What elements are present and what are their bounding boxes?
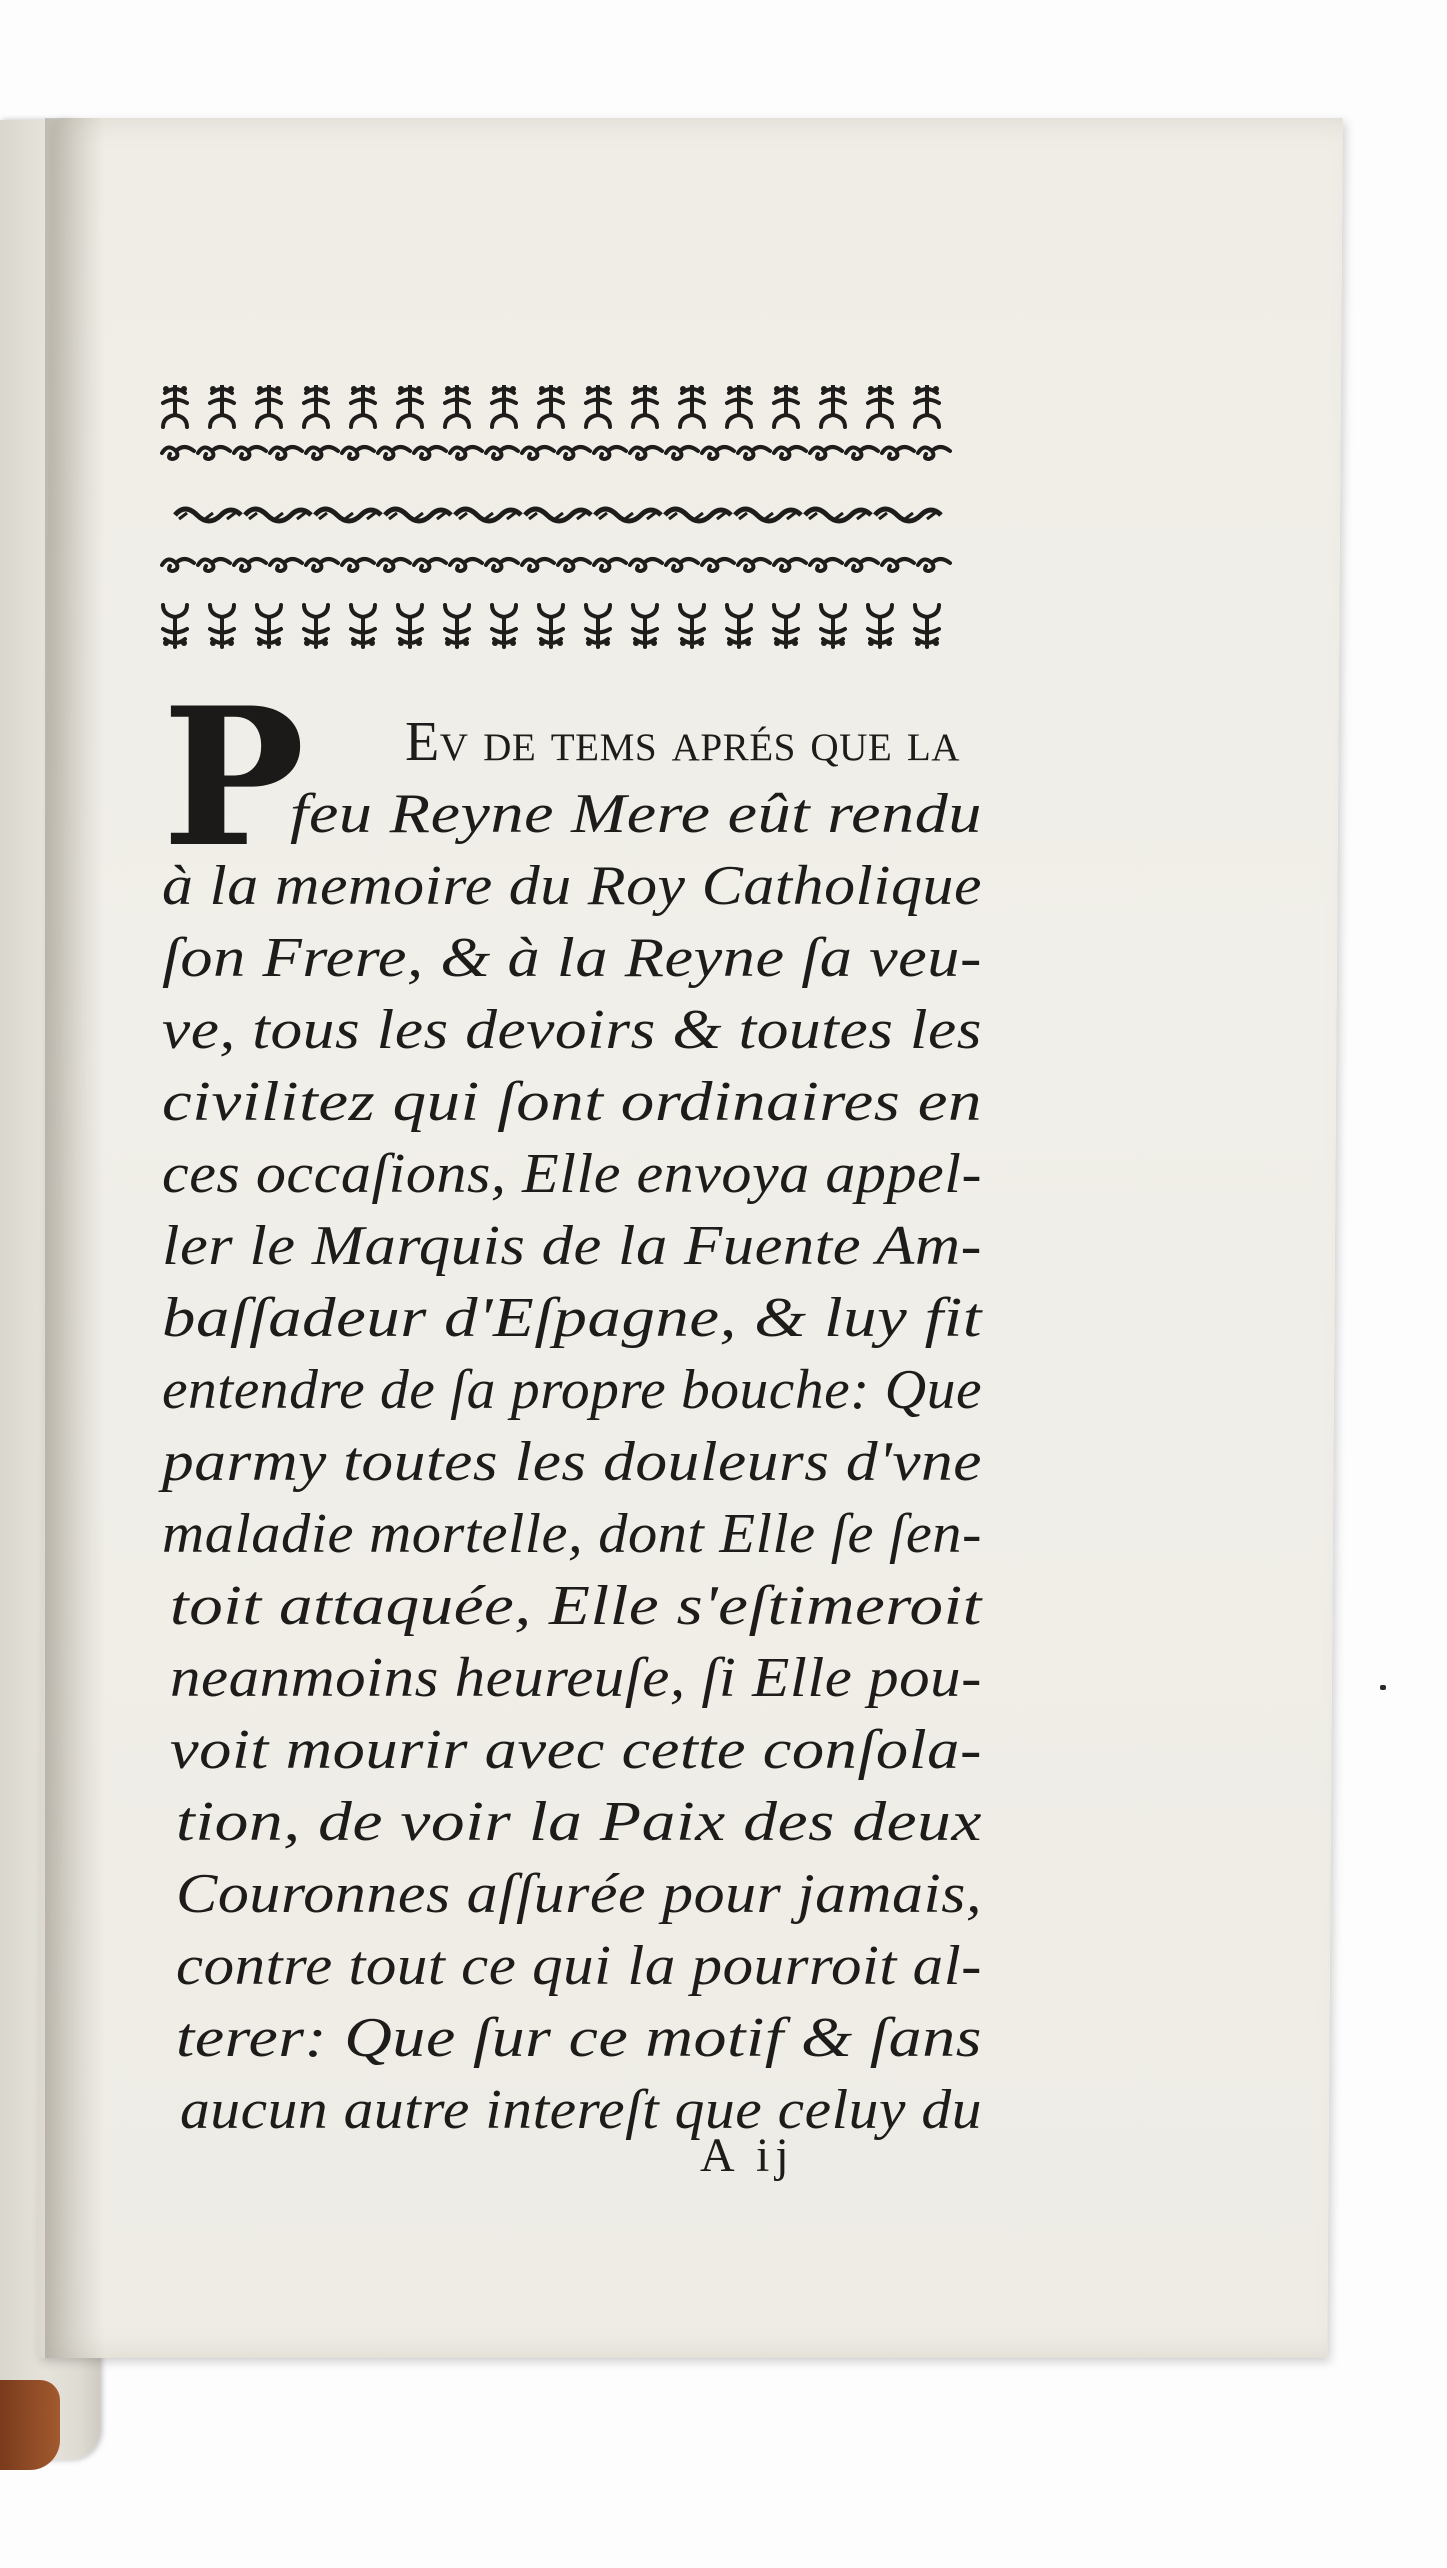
fleuron-ornament [351, 605, 375, 647]
fleuron-ornament [915, 385, 939, 427]
band-ornament [385, 509, 451, 521]
scroll-ornament [414, 559, 446, 571]
fleuron-ornament [210, 385, 234, 427]
text-line: baſſadeur d'Eſpagne, & luy fit [162, 1287, 982, 1349]
fleuron-ornament [633, 385, 657, 427]
text-line: ſon Frere, & à la Reyne ſa veu- [162, 927, 982, 989]
headpiece-ornament [155, 385, 965, 655]
scroll-ornament [414, 447, 446, 459]
fleuron-ornament [915, 605, 939, 647]
scroll-ornament [198, 447, 230, 459]
scroll-ornament [342, 447, 374, 459]
scroll-ornament [558, 559, 590, 571]
scroll-ornament [774, 447, 806, 459]
fleuron-ornament [680, 605, 704, 647]
fleuron-ornament [539, 385, 563, 427]
scroll-ornament [918, 559, 950, 571]
scroll-ornament [270, 447, 302, 459]
scroll-ornament [666, 447, 698, 459]
scroll-ornament [234, 559, 266, 571]
band-ornament [455, 509, 521, 521]
text-line: toit attaquée, Elle s'eſtimeroit [170, 1575, 982, 1637]
scroll-ornament [198, 559, 230, 571]
band-ornament [245, 509, 311, 521]
fleuron-ornament [492, 385, 516, 427]
paper-speck [1380, 1685, 1386, 1690]
text-line: voit mourir avec cette conſola- [170, 1719, 983, 1781]
fleuron-ornament [821, 605, 845, 647]
scroll-ornament [558, 447, 590, 459]
scroll-ornament [882, 447, 914, 459]
fleuron-ornament [304, 605, 328, 647]
text-line: civilitez qui ſont ordinaires en [162, 1071, 982, 1133]
fleuron-ornament [163, 385, 187, 427]
scroll-ornament [810, 447, 842, 459]
fleuron-ornament [868, 605, 892, 647]
text-line: parmy toutes les douleurs d'vne [162, 1431, 982, 1493]
band-ornament [875, 509, 941, 521]
band-ornament [175, 509, 241, 521]
scroll-ornament [666, 559, 698, 571]
text-line: maladie mortelle, dont Elle ſe ſen- [162, 1503, 982, 1565]
text-line: ces occaſions, Elle envoya appel- [162, 1143, 982, 1205]
scroll-ornament [810, 559, 842, 571]
text-line: ler le Marquis de la Fuente Am- [162, 1215, 982, 1277]
fleuron-ornament [304, 385, 328, 427]
scroll-ornament [270, 559, 302, 571]
fleuron-ornament [210, 605, 234, 647]
scroll-ornament [846, 447, 878, 459]
scroll-ornament [486, 559, 518, 571]
band-ornament [315, 509, 381, 521]
book-binding [0, 2380, 60, 2470]
scroll-ornament [450, 447, 482, 459]
band-ornament [525, 509, 591, 521]
text-line: Couronnes aſſurée pour jamais, [176, 1863, 982, 1925]
fleuron-ornament [586, 385, 610, 427]
fleuron-ornament [586, 605, 610, 647]
band-ornament [805, 509, 871, 521]
scroll-ornament [882, 559, 914, 571]
fleuron-ornament [633, 605, 657, 647]
band-ornament [735, 509, 801, 521]
text-line: feu Reyne Mere eût rendu [290, 783, 982, 845]
scroll-ornament [342, 559, 374, 571]
text-line: neanmoins heureuſe, ſi Elle pou- [170, 1647, 982, 1709]
fleuron-ornament [257, 385, 281, 427]
scroll-ornament [522, 447, 554, 459]
fleuron-ornament [445, 385, 469, 427]
text-line: entendre de ſa propre bouche: Que [162, 1359, 983, 1421]
scroll-ornament [738, 559, 770, 571]
scroll-ornament [594, 559, 626, 571]
text-line: aucun autre intereſt que celuy du [180, 2079, 982, 2141]
scroll-ornament [630, 447, 662, 459]
scroll-ornament [234, 447, 266, 459]
scroll-ornament [162, 559, 194, 571]
scroll-ornament [702, 559, 734, 571]
fleuron-ornament [821, 385, 845, 427]
fleuron-ornament [445, 605, 469, 647]
fleuron-ornament [492, 605, 516, 647]
scroll-ornament [774, 559, 806, 571]
fleuron-ornament [398, 385, 422, 427]
fleuron-ornament [163, 605, 187, 647]
scroll-ornament [306, 559, 338, 571]
text-line: à la memoire du Roy Catholique [162, 855, 983, 917]
text-line: terer: Que ſur ce motif & ſans [176, 2007, 982, 2069]
text-line: Ev de tems aprés que la [405, 711, 960, 773]
fleuron-ornament [539, 605, 563, 647]
scroll-ornament [846, 559, 878, 571]
band-ornament [665, 509, 731, 521]
fleuron-ornament [774, 385, 798, 427]
scroll-ornament [738, 447, 770, 459]
fleuron-ornament [727, 385, 751, 427]
band-ornament [595, 509, 661, 521]
scroll-ornament [450, 559, 482, 571]
scroll-ornament [306, 447, 338, 459]
signature-mark: A ij [700, 2129, 795, 2182]
scroll-ornament [702, 447, 734, 459]
scroll-ornament [522, 559, 554, 571]
fleuron-ornament [868, 385, 892, 427]
text-line: contre tout ce qui la pourroit al- [176, 1935, 982, 1997]
text-line: ve, tous les devoirs & toutes les [162, 999, 983, 1061]
fleuron-ornament [680, 385, 704, 427]
scroll-ornament [378, 559, 410, 571]
scroll-ornament [162, 447, 194, 459]
fleuron-ornament [727, 605, 751, 647]
scroll-ornament [594, 447, 626, 459]
scroll-ornament [378, 447, 410, 459]
scroll-ornament [486, 447, 518, 459]
drop-cap: P [162, 666, 301, 889]
scroll-ornament [630, 559, 662, 571]
fleuron-ornament [351, 385, 375, 427]
text-line: tion, de voir la Paix des deux [176, 1791, 982, 1853]
fleuron-ornament [774, 605, 798, 647]
scroll-ornament [918, 447, 950, 459]
fleuron-ornament [257, 605, 281, 647]
fleuron-ornament [398, 605, 422, 647]
